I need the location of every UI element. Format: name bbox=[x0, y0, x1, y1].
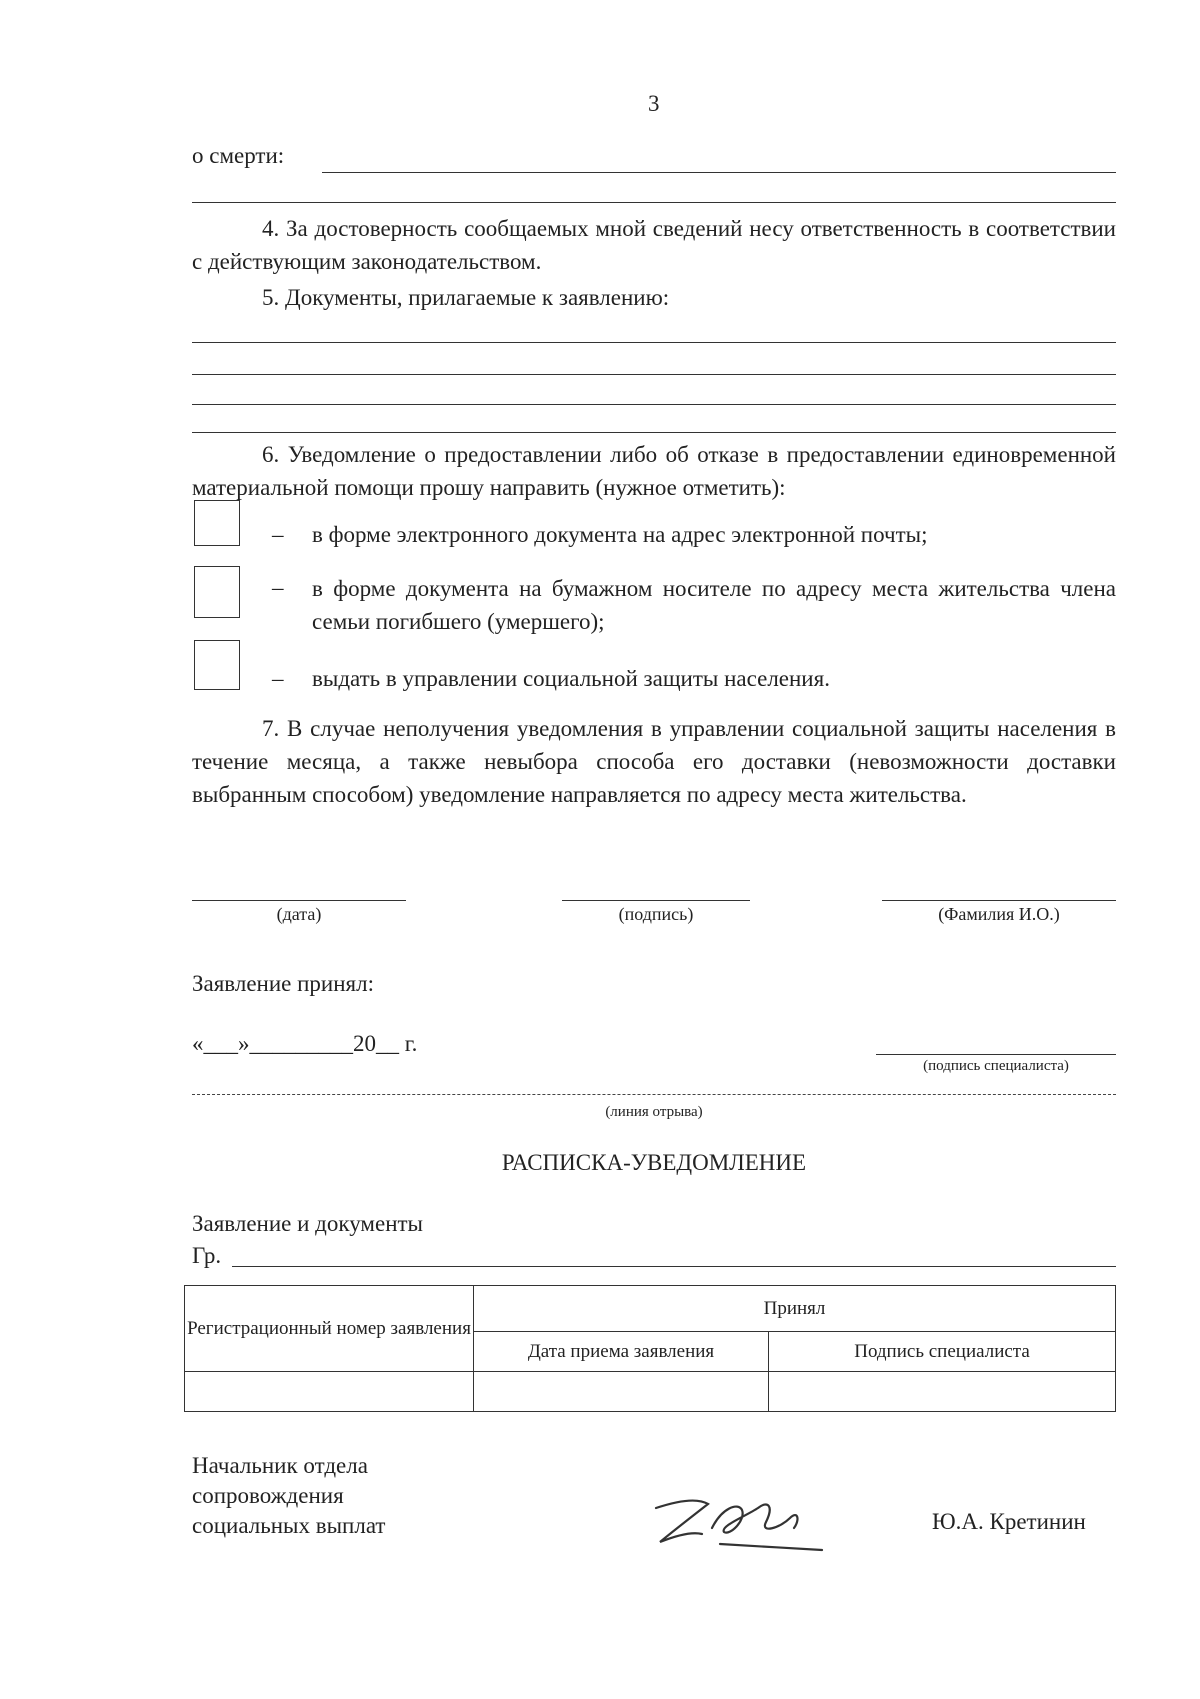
accepted-header: Принял bbox=[474, 1286, 1116, 1332]
death-fill-line-2[interactable] bbox=[192, 202, 1116, 203]
date-line[interactable] bbox=[192, 900, 406, 901]
option-email: в форме электронного документа на адрес электронной почты; bbox=[312, 522, 928, 547]
documents-line-4[interactable] bbox=[192, 432, 1116, 433]
receipt-title: РАСПИСКА-УВЕДОМЛЕНИЕ bbox=[501, 1150, 807, 1175]
handwritten-signature bbox=[650, 1488, 826, 1558]
reg-number-header: Регистрационный номер заявления bbox=[185, 1286, 474, 1372]
name-caption: (Фамилия И.О.) bbox=[938, 904, 1060, 924]
item-5: 5. Документы, прилагаемые к заявлению: bbox=[262, 285, 670, 310]
specialist-signature-line[interactable] bbox=[876, 1054, 1116, 1055]
documents-line-1[interactable] bbox=[192, 342, 1116, 343]
death-label: о смерти: bbox=[192, 143, 285, 168]
option-dash-1: – bbox=[272, 522, 284, 547]
option-dash-3: – bbox=[272, 666, 284, 691]
option-paper: в форме документа на бумажном носителе по адресу места жительства члена семьи погибшего (умершего); bbox=[312, 576, 1116, 634]
specialist-sign-header: Подпись специалиста bbox=[769, 1332, 1116, 1372]
receipt-docs: Заявление и документы bbox=[192, 1211, 424, 1236]
position-line-3: социальных выплат bbox=[192, 1513, 386, 1538]
specialist-sign-cell[interactable] bbox=[769, 1372, 1116, 1412]
footer-name: Ю.А. Кретинин bbox=[932, 1509, 1086, 1534]
page-number: 3 bbox=[648, 91, 660, 116]
tear-line bbox=[192, 1094, 1116, 1095]
name-line[interactable] bbox=[882, 900, 1116, 901]
receipt-table bbox=[184, 1285, 1116, 1412]
signature-caption: (подпись) bbox=[618, 904, 694, 924]
death-fill-line[interactable] bbox=[322, 172, 1116, 173]
documents-line-2[interactable] bbox=[192, 374, 1116, 375]
accepted-label: Заявление принял: bbox=[192, 971, 375, 996]
receipt-citizen: Гр. bbox=[192, 1243, 222, 1268]
item-4: 4. За достоверность сообщаемых мной сведений несу ответственность в соответствии с действующим законодательством. bbox=[192, 216, 1116, 274]
item-6: 6. Уведомление о предоставлении либо об отказе в предоставлении единовременной материальной помощи прошу направить (нужное отметить): bbox=[192, 442, 1116, 500]
accepted-date: «___»_________20__ г. bbox=[192, 1031, 418, 1056]
checkbox-in-person[interactable] bbox=[194, 640, 240, 690]
specialist-signature-caption: (подпись специалиста) bbox=[923, 1058, 1069, 1074]
reg-number-cell[interactable] bbox=[185, 1372, 474, 1412]
tear-line-caption: (линия отрыва) bbox=[605, 1104, 703, 1120]
item-7: 7. В случае неполучения уведомления в управлении социальной защиты населения в течение месяца, а также невыбора способа его доставки (невозможности доставки выбранным способом) уведомление направляется по адресу места жительства. bbox=[192, 716, 1116, 807]
date-accepted-cell[interactable] bbox=[474, 1372, 769, 1412]
signature-line[interactable] bbox=[562, 900, 750, 901]
date-caption: (дата) bbox=[276, 904, 322, 924]
checkbox-paper[interactable] bbox=[194, 566, 240, 618]
checkbox-email[interactable] bbox=[194, 500, 240, 546]
citizen-line[interactable] bbox=[232, 1266, 1116, 1267]
position-line-2: сопровождения bbox=[192, 1483, 344, 1508]
position-line-1: Начальник отдела bbox=[192, 1453, 368, 1478]
documents-line-3[interactable] bbox=[192, 404, 1116, 405]
date-accepted-header: Дата приема заявления bbox=[474, 1332, 769, 1372]
option-in-person: выдать в управлении социальной защиты населения. bbox=[312, 666, 830, 691]
option-dash-2: – bbox=[272, 575, 284, 600]
